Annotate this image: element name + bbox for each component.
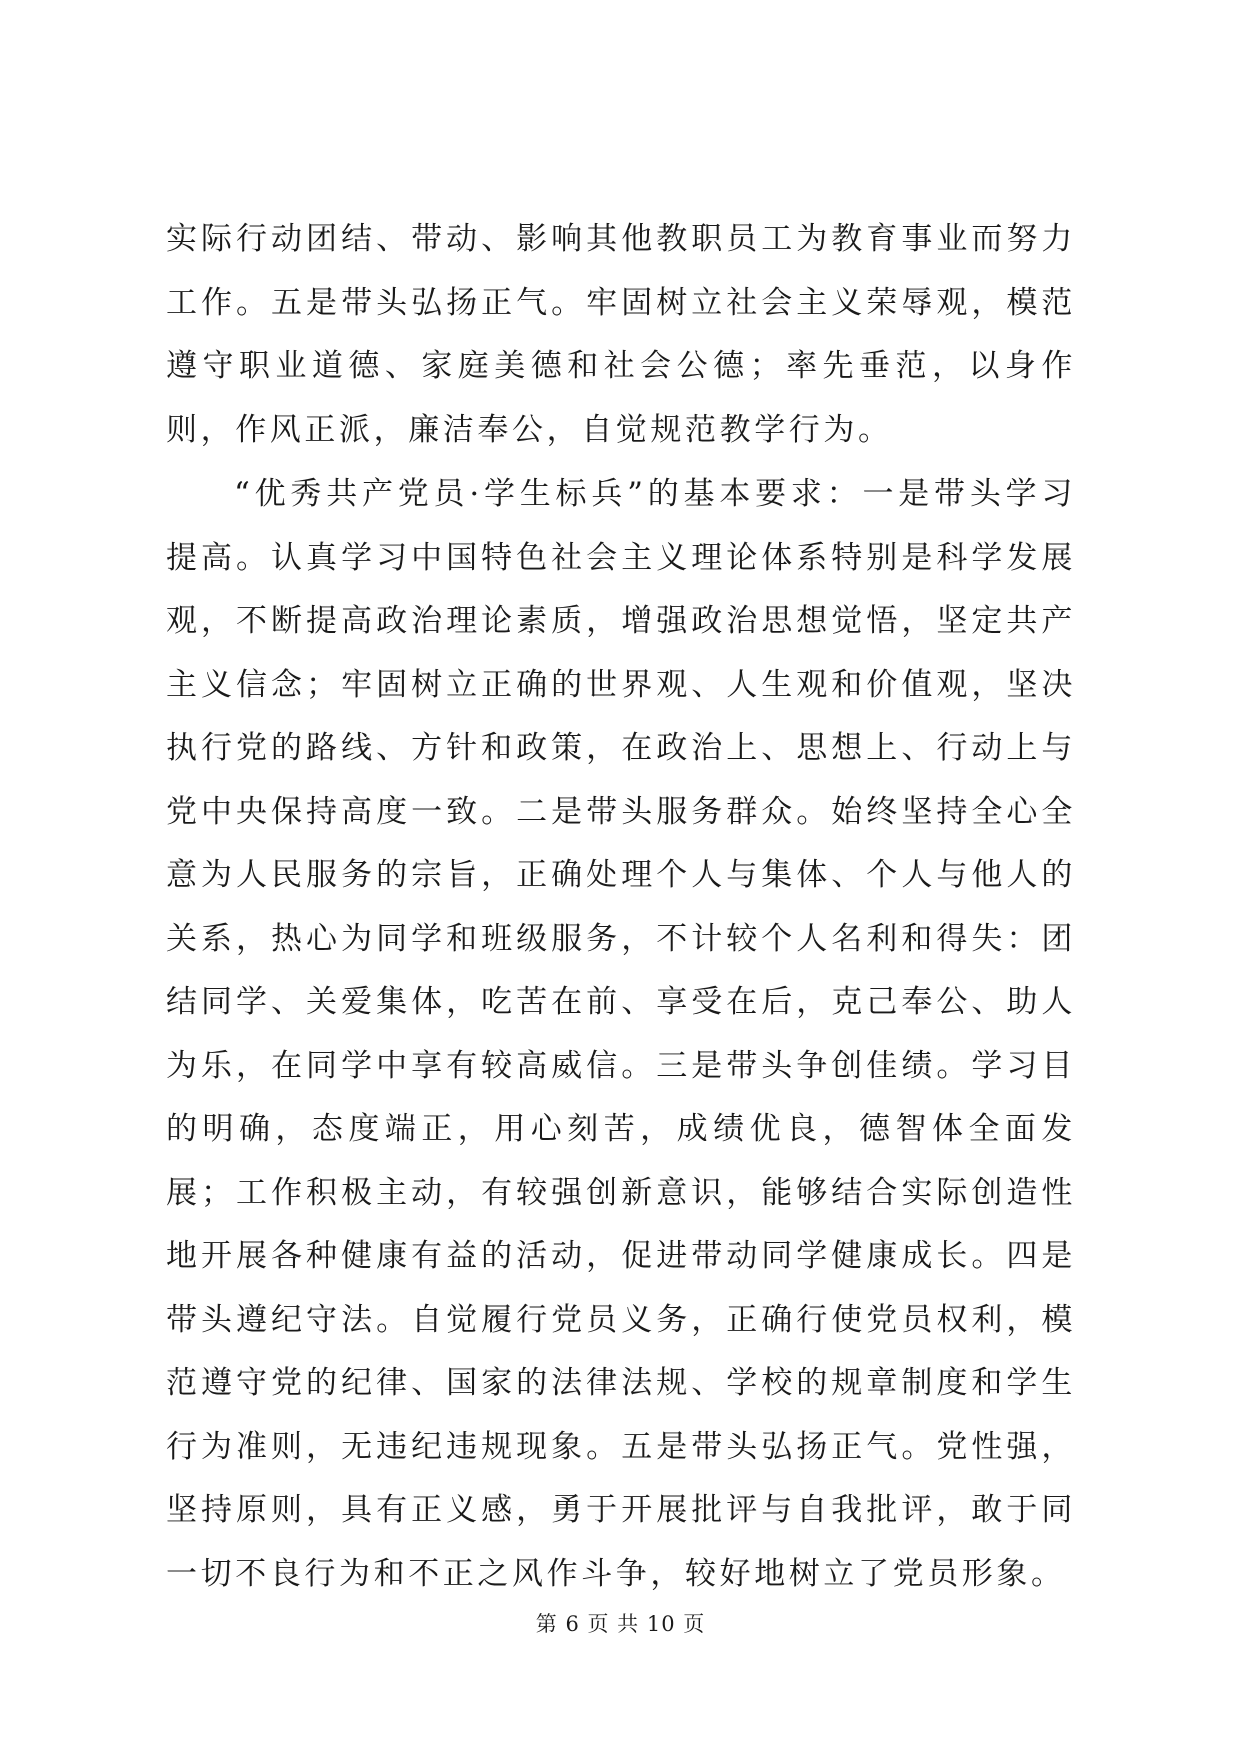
document-body bbox=[166, 208, 1076, 1606]
paragraph-continued: 实际行动团结、带动、影响其他教职员工为教育事业而努力工作。五是带头弘扬正气。牢固树立社会主义荣辱观，模范遵守职业道德、家庭美德和社会公德；率先垂范，以身作则，作风正派，廉洁奉公，自觉规范教学行为。 bbox=[166, 221, 1076, 448]
page-footer: 第 6 页 共 10 页 bbox=[535, 1612, 706, 1636]
paragraph-requirements: “优秀共产党员·学生标兵”的基本要求：一是带头学习提高。认真学习中国特色社会主义理论体系特别是科学发展观，不断提高政治理论素质，增强政治思想觉悟，坚定共产主义信念；牢固树立正确的世界观、人生观和价值观，坚决执行党的路线、方针和政策，在政治上、思想上、行动上与党中央保持高度一致。二是带头服务群众。始终坚持全心全意为人民服务的宗旨，正确处理个人与集体、个人与他人的关系，热心为同学和班级服务，不计较个人名利和得失：团结同学、关爱集体，吃苦在前、享受在后，克己奉公、助人为乐，在同学中享有较高威信。三是带头争创佳绩。学习目的明确，态度端正，用心刻苦，成绩优良，德智体全面发展；工作积极主动，有较强创新意识，能够结合实际创造性地开展各种健康有益的活动，促进带动同学健康成长。四是带头遵纪守法。自觉履行党员义务，正确行使党员权利，模范遵守党的纪律、国家的法律法规、学校的规章制度和学生行为准则，无违纪违规现象。五是带头弘扬正气。党性强，坚持原则，具有正义感，勇于开展批评与自我批评，敢于同一切不良行为和不正之风作斗争，较好地树立了党员形象。 bbox=[166, 476, 1076, 1592]
